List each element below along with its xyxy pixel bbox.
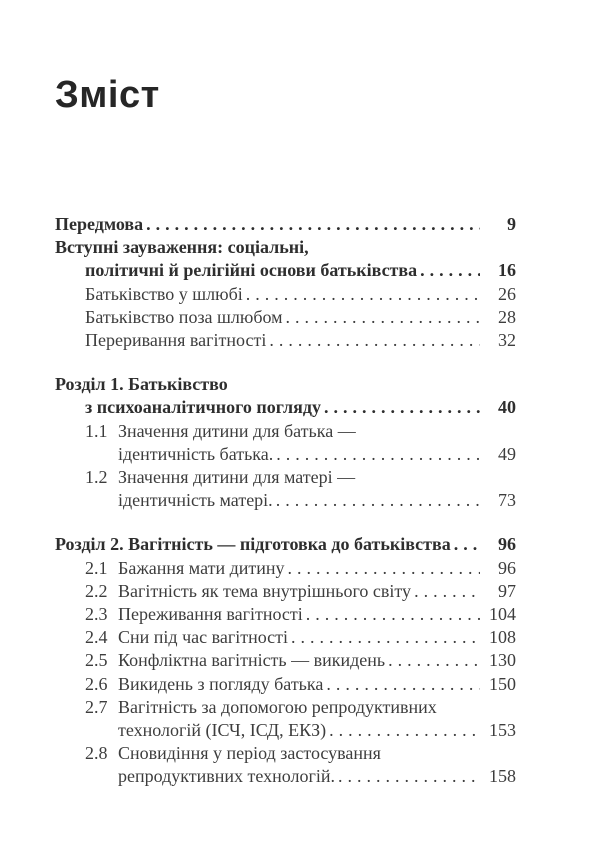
toc-page-number: 96 <box>498 534 516 555</box>
toc-entry <box>55 696 516 719</box>
toc-entry-text: з психоаналітичного погляду <box>85 397 321 418</box>
toc-page-number: 96 <box>498 557 516 578</box>
dot-leader <box>385 649 480 672</box>
toc-page-number: 49 <box>498 443 516 464</box>
toc-page-number: 97 <box>498 580 516 601</box>
dot-leader <box>411 580 480 603</box>
toc-page-number: 28 <box>498 306 516 327</box>
toc-entry-text: Батьківство у шлюбі <box>85 283 243 304</box>
toc-entry <box>55 557 516 580</box>
dot-leader <box>273 489 480 512</box>
dot-leader <box>288 626 480 649</box>
toc-entry-number: 2.6 <box>85 673 108 694</box>
toc-entry <box>55 580 516 603</box>
toc-entry <box>55 443 516 466</box>
dot-leader <box>283 306 480 329</box>
toc-entry-text: Конфліктна вагітність — викидень <box>118 650 386 671</box>
toc-entry-text: Вагітність як тема внутрішнього світу <box>118 580 412 601</box>
toc-entry-text: Бажання мати дитину <box>118 557 285 578</box>
toc-page-number: 16 <box>498 260 516 281</box>
toc-entry <box>55 259 516 282</box>
toc-entry-number: 2.1 <box>85 557 108 578</box>
toc-entry <box>55 306 516 329</box>
toc-entry-number: 1.1 <box>85 420 108 441</box>
toc-page-number: 40 <box>498 397 516 418</box>
dot-leader <box>321 396 480 419</box>
toc-page-number: 153 <box>489 720 516 741</box>
toc-entry <box>55 719 516 742</box>
toc-entry-text: Сновидіння у період застосування <box>118 743 381 764</box>
toc-entry <box>55 626 516 649</box>
dot-leader <box>143 213 480 236</box>
toc-entry <box>55 466 516 489</box>
dot-leader <box>285 557 480 580</box>
toc-entry <box>55 765 516 788</box>
toc-entry <box>55 236 516 259</box>
toc-entry <box>55 420 516 443</box>
toc-entry-text: Розділ 2. Вагітність — підготовка до батьківства <box>55 534 451 555</box>
toc-entry <box>55 213 516 236</box>
toc-entry <box>55 373 516 396</box>
toc-page-number: 158 <box>489 766 516 787</box>
dot-leader <box>303 603 480 626</box>
toc-entry-number: 2.4 <box>85 627 108 648</box>
table-of-contents <box>55 213 516 789</box>
toc-entry-text: Батьківство поза шлюбом <box>85 306 283 327</box>
toc-entry-text: Вагітність за допомогою репродуктивних <box>118 696 437 717</box>
toc-page-number: 108 <box>489 627 516 648</box>
toc-entry-text: Викидень з погляду батька <box>118 673 324 694</box>
toc-page-number: 130 <box>489 650 516 671</box>
toc-entry <box>55 489 516 512</box>
toc-entry-number: 2.3 <box>85 604 108 625</box>
toc-entry-text: політичні й релігійні основи батьківства <box>85 260 418 281</box>
toc-entry <box>55 533 516 556</box>
toc-page-number: 104 <box>489 604 516 625</box>
toc-entry-number: 2.7 <box>85 696 108 717</box>
toc-entry <box>55 283 516 306</box>
toc-entry <box>55 649 516 672</box>
toc-page-number: 150 <box>489 673 516 694</box>
toc-entry-text: Розділ 1. Батьківство <box>55 374 228 395</box>
toc-entry-number: 1.2 <box>85 467 108 488</box>
toc-entry-number: 2.2 <box>85 580 108 601</box>
dot-leader <box>266 329 480 352</box>
dot-leader <box>326 719 480 742</box>
dot-leader <box>451 533 480 556</box>
dot-leader <box>273 443 480 466</box>
toc-entry-text: Сни під час вагітності <box>118 627 289 648</box>
toc-page-number: 26 <box>498 283 516 304</box>
toc-entry <box>55 673 516 696</box>
toc-entry-text: Вступні зауваження: соціальні, <box>55 237 309 258</box>
dot-leader <box>417 259 480 282</box>
dot-leader <box>243 283 480 306</box>
toc-entry <box>55 329 516 352</box>
toc-entry <box>55 742 516 765</box>
toc-entry <box>55 396 516 419</box>
toc-page-number: 32 <box>498 330 516 351</box>
toc-entry-number: 2.5 <box>85 650 108 671</box>
toc-entry-number: 2.8 <box>85 743 108 764</box>
toc-entry <box>55 603 516 626</box>
page-title: Зміст <box>55 74 160 116</box>
toc-entry-text: ідентичність матері. <box>118 490 273 511</box>
toc-entry-text: Передмова <box>55 214 144 234</box>
toc-entry-text: Переривання вагітності <box>85 330 267 351</box>
toc-entry-text: ідентичність батька. <box>118 443 274 464</box>
dot-leader <box>335 765 480 788</box>
toc-page-number: 73 <box>498 490 516 511</box>
toc-entry-text: Значення дитини для батька — <box>118 420 356 441</box>
toc-entry-text: Переживання вагітності <box>118 604 303 625</box>
toc-page-number: 9 <box>507 214 516 234</box>
toc-entry-text: репродуктивних технологій. <box>118 766 336 787</box>
toc-entry-text: Значення дитини для матері — <box>118 467 356 488</box>
dot-leader <box>323 673 480 696</box>
toc-entry-text: технологій (ІСЧ, ІСД, ЕКЗ) <box>118 720 327 741</box>
